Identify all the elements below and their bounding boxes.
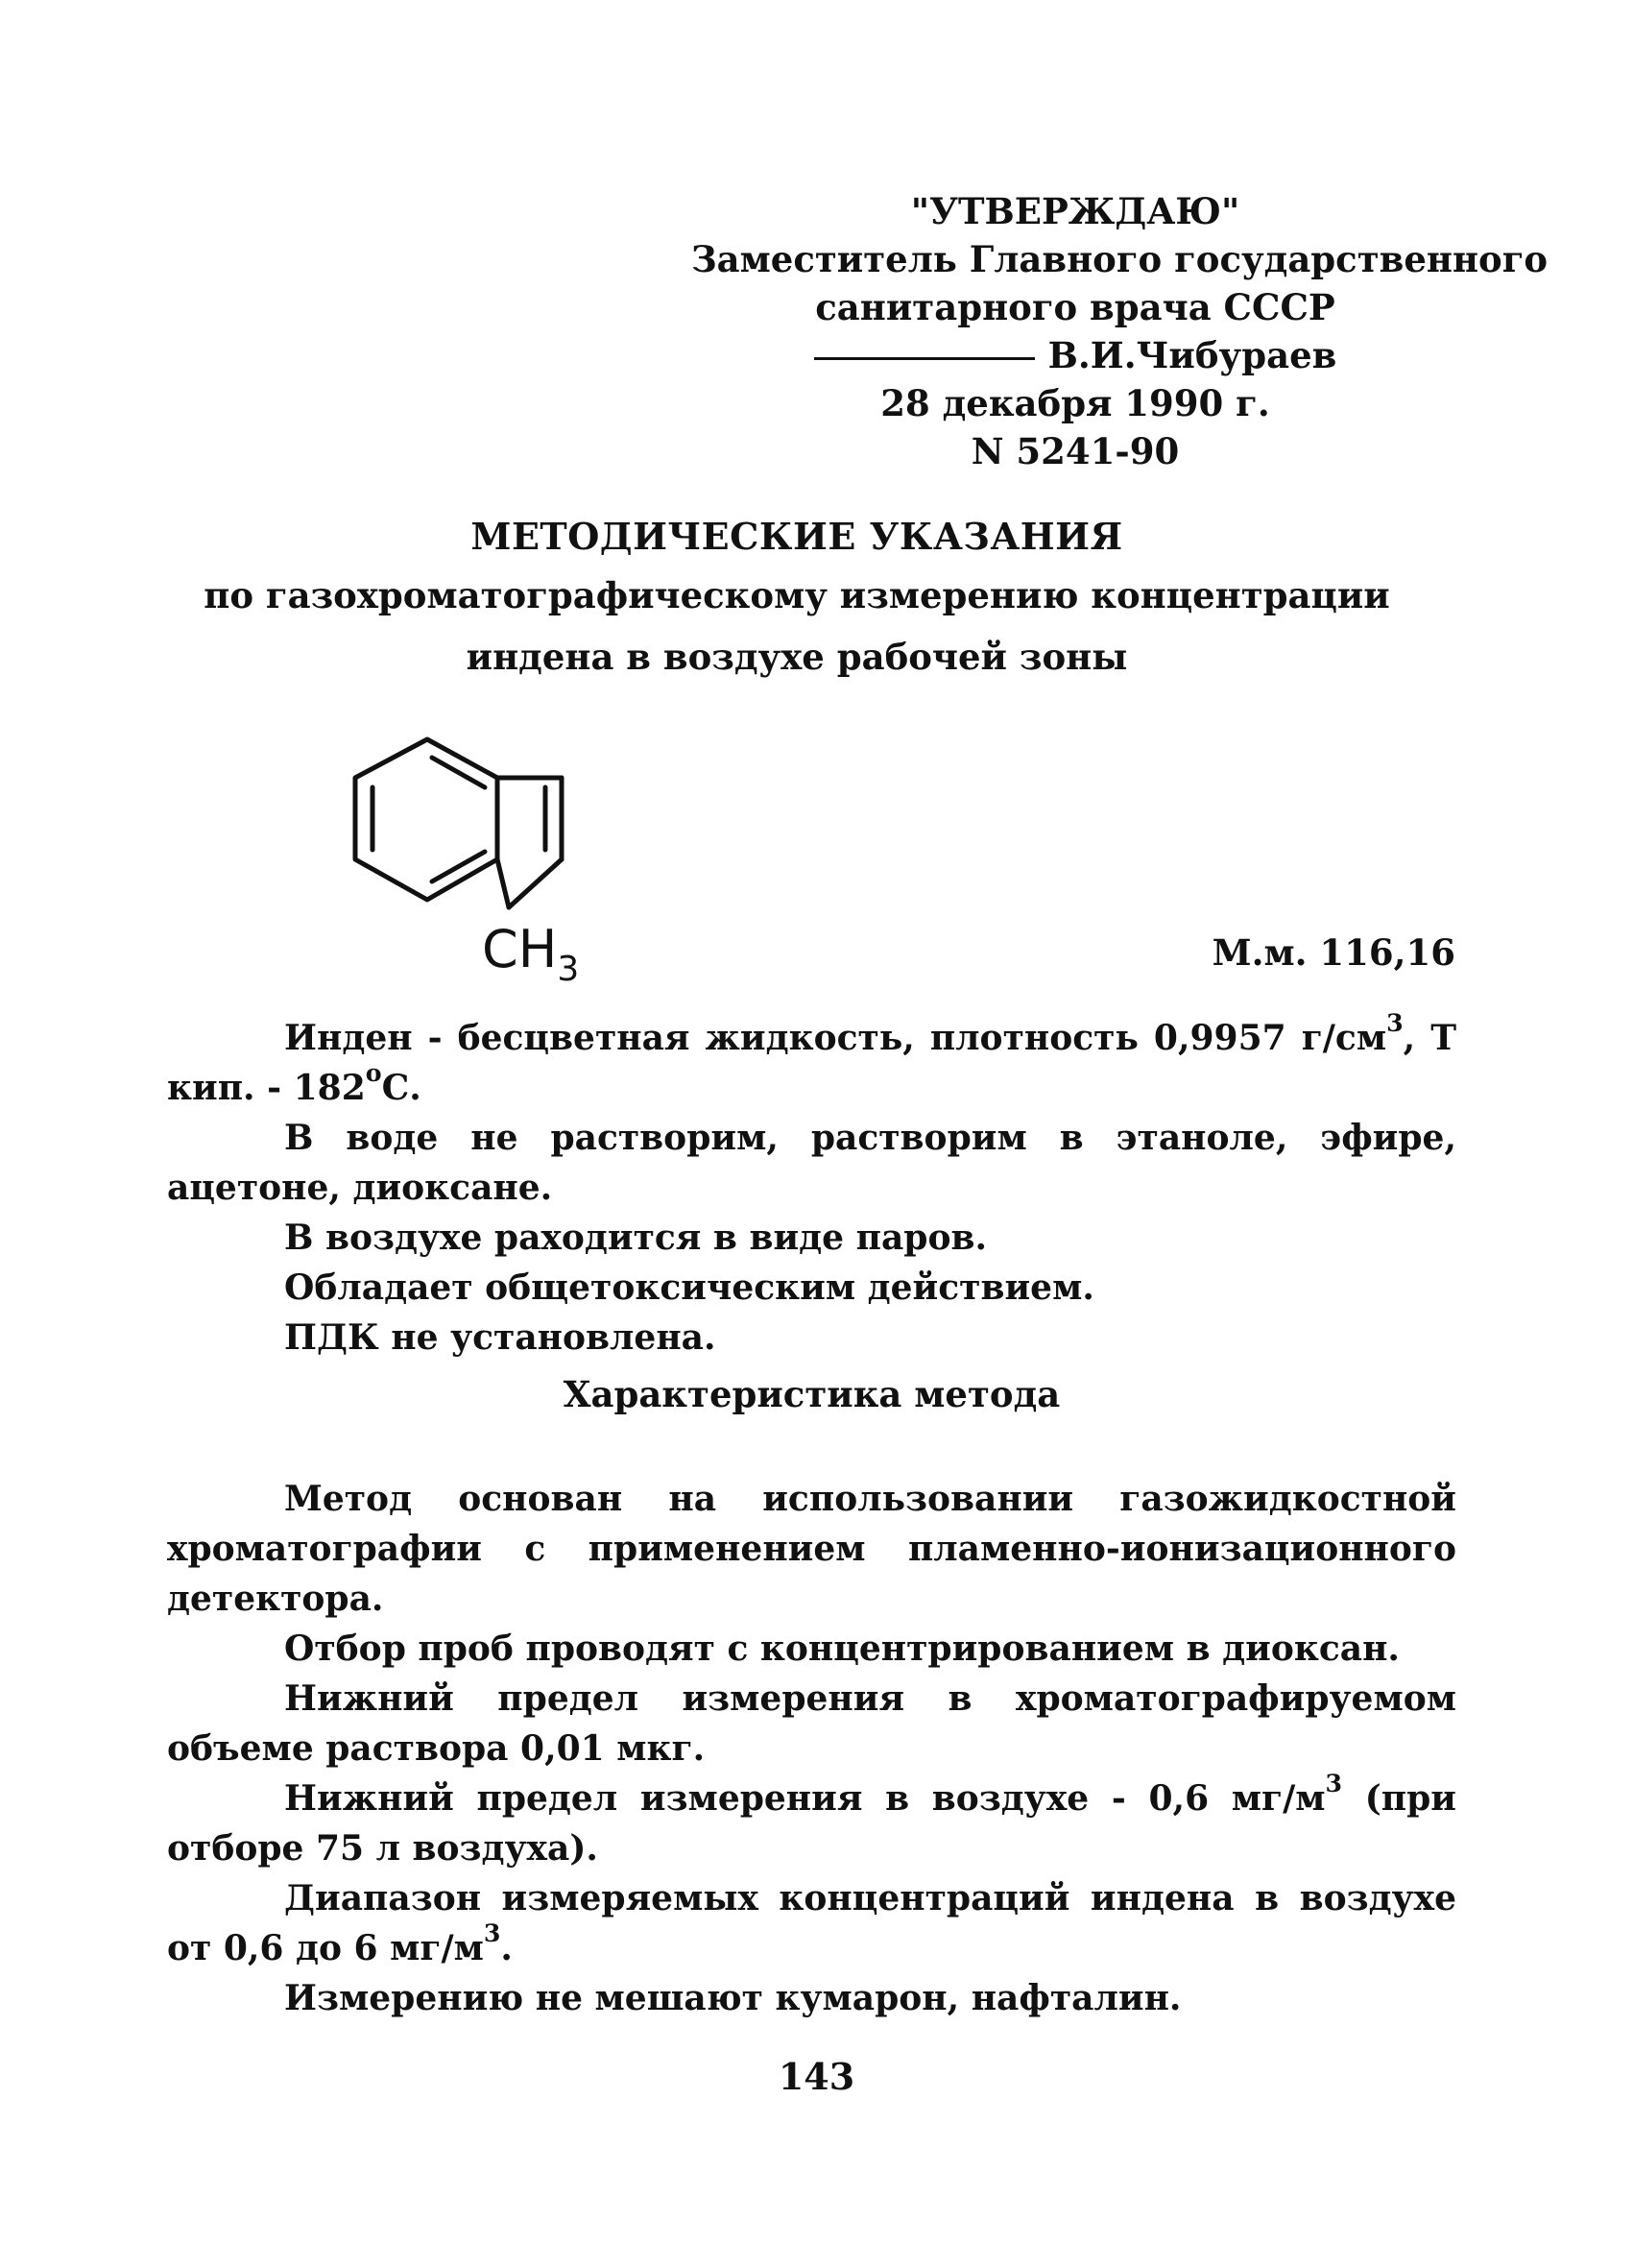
- method-paragraph: [167, 1769, 1457, 1873]
- section-heading: Характеристика метода: [563, 1373, 1061, 1415]
- signer-name: В.И.Чибураев: [1047, 334, 1337, 376]
- property-text: С.: [381, 1068, 421, 1108]
- molecular-weight: М.м. 116,16: [1212, 931, 1455, 974]
- superscript: 3: [1325, 1769, 1343, 1798]
- property-text: , Т кип. - 182: [167, 1018, 1457, 1108]
- method-paragraph: Измерению не мешают кумарон, нафталин.: [284, 1978, 1182, 2018]
- method-paragraph: Нижний предел измерения в хроматографируемом объеме раствора 0,01 мкг.: [167, 1678, 1456, 1769]
- property-paragraph: [167, 1008, 1457, 1113]
- document-number: N 5241-90: [971, 430, 1180, 472]
- approver-position-line1: Заместитель Главного государственного: [691, 238, 1549, 280]
- doc-type-heading: МЕТОДИЧЕСКИЕ УКАЗАНИЯ: [470, 515, 1123, 558]
- signature-blank: [814, 357, 1035, 360]
- method-text: .: [500, 1928, 513, 1968]
- substituent-label: $CH_3$: [482, 919, 580, 989]
- method-paragraph: Метод основан на использовании газожидкостной хроматографии с применением пламенно-ионизационного детектора.: [167, 1479, 1456, 1619]
- method-text: Нижний предел измерения в воздухе - 0,6 мг/м: [284, 1778, 1326, 1819]
- benzene-ring: [355, 739, 497, 900]
- property-paragraph: В воде не растворим, растворим в этаноле, эфире, ацетоне, диоксане.: [167, 1118, 1456, 1208]
- approval-heading: "УТВЕРЖДАЮ": [910, 190, 1240, 232]
- degree-superscript: о: [365, 1058, 382, 1088]
- indene-structure-diagram: [336, 715, 720, 1003]
- method-paragraph: [167, 1873, 1456, 1973]
- superscript: 3: [483, 1918, 501, 1948]
- method-text: Диапазон измеряемых концентраций индена в воздухе от 0,6 до 6 мг/м: [167, 1878, 1456, 1968]
- property-paragraph: В воздухе раходится в виде паров.: [284, 1218, 988, 1258]
- approver-position-line2: санитарного врача СССР: [815, 286, 1335, 328]
- page-number: 143: [778, 2055, 855, 2098]
- property-paragraph: Обладает общетоксическим действием.: [284, 1267, 1094, 1308]
- property-paragraph: ПДК не установлена.: [284, 1317, 716, 1358]
- ring-bond-bottom-left: [497, 859, 509, 907]
- double-bond-inner-1: [432, 758, 485, 787]
- property-text: Инден - бесцветная жидкость, плотность 0,9957 г/см: [284, 1018, 1387, 1058]
- approval-date: 28 декабря 1990 г.: [880, 382, 1270, 424]
- superscript: 3: [1386, 1008, 1404, 1038]
- document-title: [173, 509, 1421, 688]
- approval-block: [691, 187, 1549, 475]
- properties-section: [167, 1008, 1457, 1363]
- method-paragraph: Отбор проб проводят с концентрированием в диоксан.: [284, 1629, 1400, 1669]
- double-bond-inner-3: [432, 852, 485, 881]
- ring-bond-bottom-right: [509, 859, 562, 907]
- signature-line: [691, 331, 1459, 379]
- method-text: (при отборе 75 л воздуха).: [167, 1778, 1457, 1869]
- subtitle-line2: индена в воздухе рабочей зоны: [466, 636, 1128, 678]
- method-section: [167, 1474, 1456, 2023]
- subtitle-line1: по газохроматографическому измерению концентрации: [204, 574, 1390, 616]
